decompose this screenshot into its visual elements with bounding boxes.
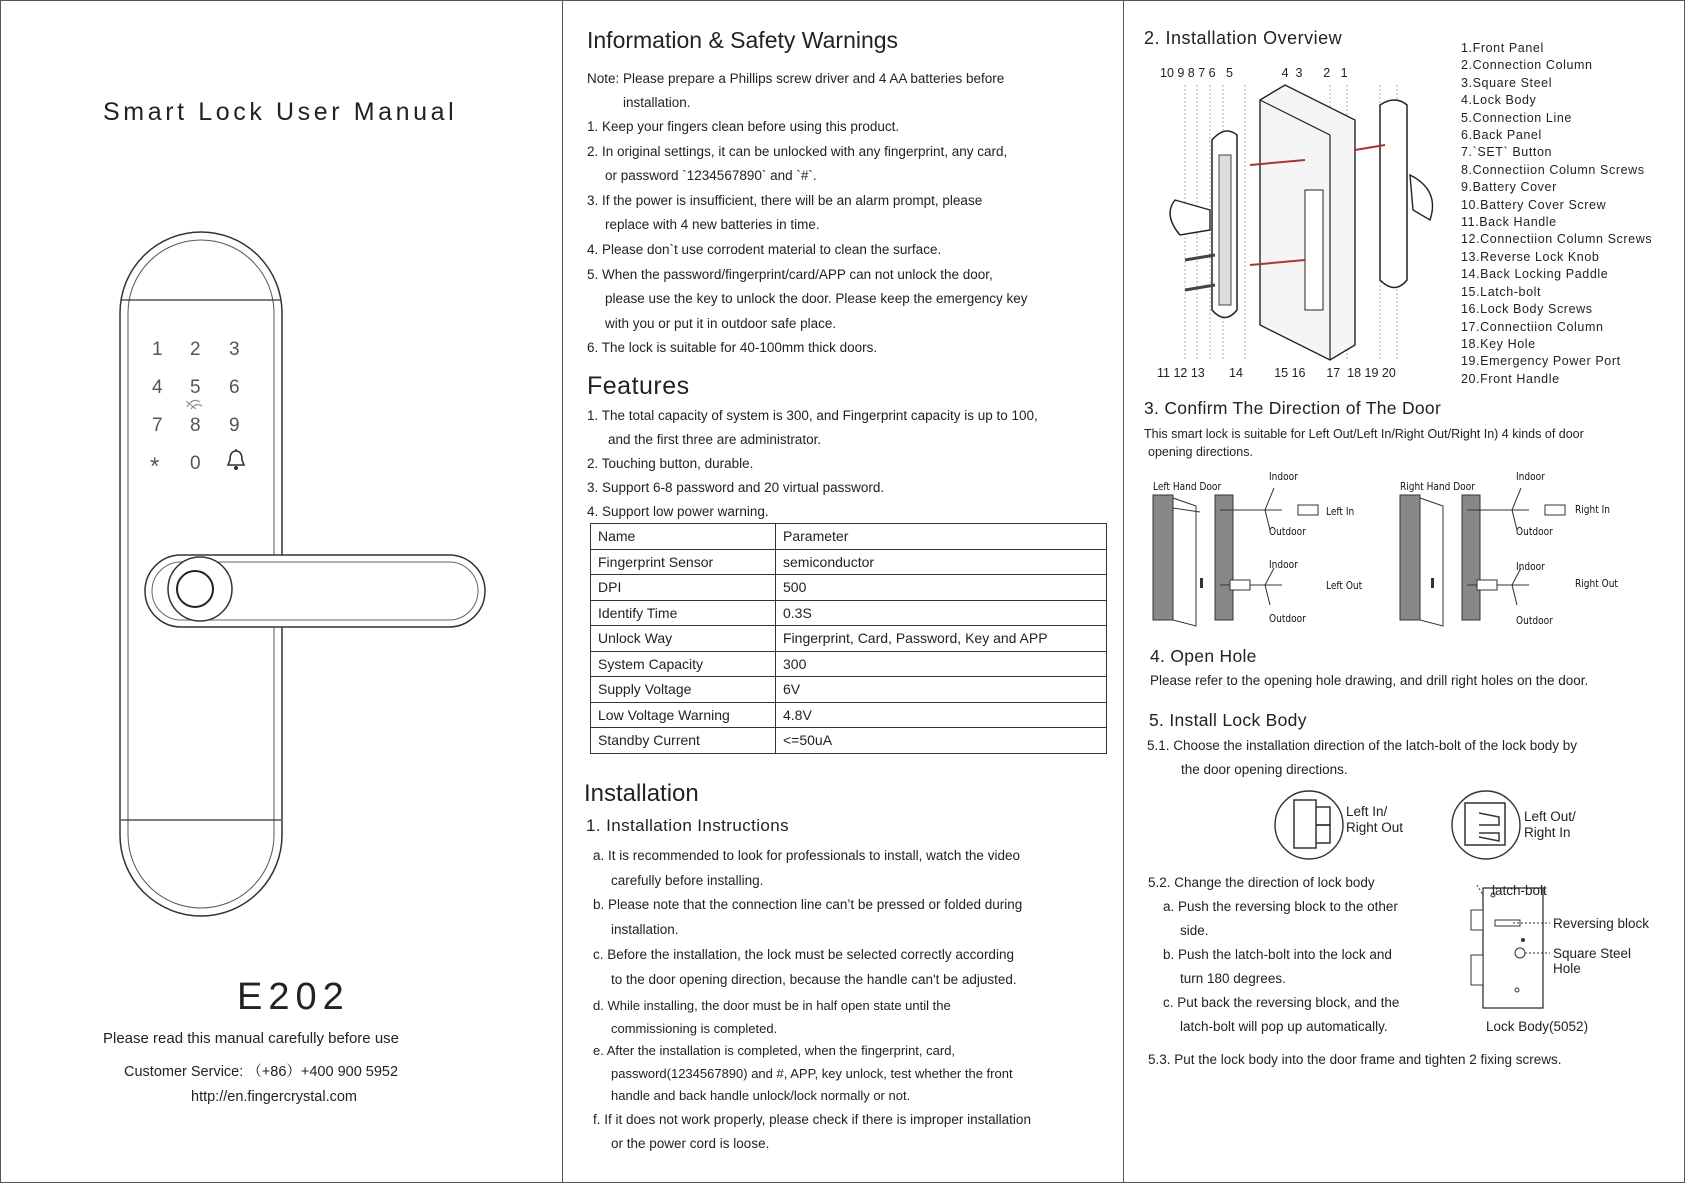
list-item: 1. Keep your fingers clean before using this product.: [587, 119, 900, 134]
table-cell: Supply Voltage: [591, 677, 776, 703]
bell-icon: [225, 448, 247, 472]
installation-list-end: [593, 1108, 1031, 1156]
list-item: and the first three are administrator.: [608, 432, 822, 447]
table-row: [591, 626, 1107, 652]
latch-left-out-diagram: [1449, 785, 1524, 865]
lock-front-illustration: [110, 230, 495, 920]
keypad-key[interactable]: 6: [229, 377, 240, 398]
keypad-key[interactable]: 9: [229, 415, 240, 436]
indoor-label: Indoor: [1516, 470, 1545, 483]
list-item: 4. Please don`t use corrodent material to clean the surface.: [587, 241, 942, 257]
installation-heading: Installation: [584, 780, 699, 807]
column-divider: [1123, 0, 1124, 1183]
list-item: f. If it does not work properly, please check if there is improper installation: [593, 1112, 1031, 1127]
open-hole-heading: 4. Open Hole: [1150, 646, 1257, 666]
indoor-label: Indoor: [1516, 560, 1545, 573]
legend-item: 13.Reverse Lock Knob: [1461, 249, 1600, 264]
legend-item: 4.Lock Body: [1461, 93, 1537, 108]
read-note: Please read this manual carefully before use: [103, 1030, 400, 1047]
card-reader-icon: [184, 395, 210, 413]
service-phone: （+86）+400 900 5952: [247, 1064, 399, 1080]
latch-bolt-label: latch-bolt: [1492, 883, 1547, 898]
website: http://en.fingercrystal.com: [191, 1089, 358, 1105]
legend-item: 16.Lock Body Screws: [1461, 302, 1593, 317]
lock-body-heading: 5. Install Lock Body: [1149, 710, 1307, 730]
features-heading: Features: [587, 372, 690, 400]
keypad-key[interactable]: 1: [152, 339, 163, 360]
step-text: 5.1. Choose the installation direction of the latch-bolt of the lock body by: [1147, 738, 1578, 753]
indoor-label: Indoor: [1269, 558, 1298, 571]
lock-body-51: [1147, 734, 1577, 782]
customer-service: [124, 1060, 398, 1081]
features-list: [587, 404, 1038, 524]
latch-label: Right Out: [1346, 820, 1404, 835]
outdoor-label: Outdoor: [1516, 525, 1553, 538]
table-row: [591, 524, 1107, 550]
keypad-key[interactable]: 8: [190, 415, 201, 436]
installation-list: [593, 844, 1022, 992]
square-steel-hole-label: [1553, 946, 1631, 976]
legend-item: 20.Front Handle: [1461, 371, 1560, 386]
left-hand-door-diagram: [1150, 470, 1325, 630]
keypad-key[interactable]: *: [150, 453, 160, 480]
legend-item: 14.Back Locking Paddle: [1461, 267, 1609, 282]
keypad-key[interactable]: 5: [190, 377, 201, 398]
table-cell: Name: [591, 524, 776, 550]
legend-item: 2.Connection Column: [1461, 58, 1593, 73]
legend-item: 12.Connectiion Column Screws: [1461, 232, 1653, 247]
parts-legend: [1461, 40, 1652, 388]
safety-list: [587, 115, 1028, 361]
table-cell: semiconductor: [776, 549, 1107, 575]
latch-label: Left In/: [1346, 804, 1388, 819]
list-item: password(1234567890) and #, APP, key unlock, test whether the front: [611, 1065, 1013, 1081]
table-cell: Standby Current: [591, 728, 776, 754]
legend-item: 9.Battery Cover: [1461, 180, 1557, 195]
table-row: [591, 677, 1107, 703]
safety-note-line: installation.: [623, 95, 691, 110]
list-item: 2. Touching button, durable.: [587, 456, 754, 471]
list-item: latch-bolt will pop up automatically.: [1180, 1019, 1388, 1034]
table-cell: <=50uA: [776, 728, 1107, 754]
legend-item: 8.Connectiion Column Screws: [1461, 162, 1645, 177]
table-cell: 0.3S: [776, 600, 1107, 626]
latch-left-in-diagram: [1272, 785, 1347, 865]
table-row: [591, 651, 1107, 677]
table-cell: 6V: [776, 677, 1107, 703]
table-cell: 500: [776, 575, 1107, 601]
left-out-label: Left Out: [1326, 579, 1363, 592]
label-left-out-right-in: [1524, 809, 1576, 841]
outdoor-label: Outdoor: [1269, 525, 1306, 538]
table-row: [591, 600, 1107, 626]
legend-item: 17.Connectiion Column: [1461, 319, 1604, 334]
list-item: a. It is recommended to look for professionals to install, watch the video: [593, 848, 1020, 863]
safety-heading: Information & Safety Warnings: [587, 27, 899, 53]
table-row: [591, 575, 1107, 601]
list-item: 3. Support 6-8 password and 20 virtual password.: [587, 480, 885, 495]
table-cell: System Capacity: [591, 651, 776, 677]
overview-heading: 2. Installation Overview: [1144, 28, 1343, 48]
table-cell: Identify Time: [591, 600, 776, 626]
square-label-line: Hole: [1553, 961, 1581, 976]
list-item: commissioning is completed.: [611, 1020, 778, 1036]
list-item: c. Before the installation, the lock must be selected correctly according: [593, 946, 1014, 962]
list-item: d. While installing, the door must be in half open state until the: [593, 998, 951, 1013]
list-item: installation.: [611, 922, 679, 938]
model-number: E202: [237, 976, 350, 1018]
list-item: 6. The lock is suitable for 40-100mm thick doors.: [587, 340, 878, 356]
table-cell: Fingerprint Sensor: [591, 549, 776, 575]
open-hole-text: Please refer to the opening hole drawing, and drill right holes on the door.: [1150, 673, 1589, 688]
list-item: 2. In original settings, it can be unlocked with any fingerprint, any card,: [587, 143, 1008, 159]
list-item: handle and back handle unlock/lock normally or not.: [611, 1088, 911, 1103]
legend-item: 11.Back Handle: [1461, 215, 1557, 230]
list-item: b. Push the latch-bolt into the lock and: [1163, 947, 1392, 962]
right-hand-door-diagram: [1397, 470, 1572, 630]
column-divider: [562, 0, 563, 1183]
list-item: carefully before installing.: [611, 872, 764, 888]
table-row: [591, 702, 1107, 728]
table-row: [591, 549, 1107, 575]
legend-item: 3.Square Steel: [1461, 75, 1553, 90]
table-cell: 4.8V: [776, 702, 1107, 728]
list-item: to the door opening direction, because the handle can't be adjusted.: [611, 971, 1017, 987]
latch-label: Right In: [1524, 825, 1571, 840]
legend-item: 15.Latch-bolt: [1461, 284, 1542, 299]
manual-title: Smart Lock User Manual: [103, 98, 458, 126]
list-item: a. Push the reversing block to the other: [1163, 899, 1398, 914]
keypad-key[interactable]: 4: [152, 377, 163, 398]
keypad-key[interactable]: 3: [229, 339, 240, 360]
table-cell: Low Voltage Warning: [591, 702, 776, 728]
table-cell: Unlock Way: [591, 626, 776, 652]
indoor-label: Indoor: [1269, 470, 1298, 483]
table-cell: Parameter: [776, 524, 1107, 550]
list-item: please use the key to unlock the door. Please keep the emergency key: [605, 291, 1028, 307]
installation-list-continued: [593, 995, 1013, 1108]
list-item: 1. The total capacity of system is 300, and Fingerprint capacity is up to 100,: [587, 408, 1038, 423]
overview-bottom-numbers: 11 12 13 14 15 16 17 18 19 20: [1157, 366, 1396, 380]
keypad-key[interactable]: 0: [190, 453, 201, 474]
lock-body-52-list: [1163, 895, 1399, 1039]
direction-text-line: opening directions.: [1148, 445, 1253, 459]
overview-top-numbers: 10 9 8 7 6 5 4 3 2 1: [1160, 66, 1348, 80]
table-cell: DPI: [591, 575, 776, 601]
outdoor-label: Outdoor: [1516, 614, 1553, 627]
list-item: side.: [1180, 923, 1209, 938]
lock-body-diagram: [1465, 880, 1555, 1015]
table-row: [591, 728, 1107, 754]
list-item: turn 180 degrees.: [1180, 971, 1286, 986]
lock-body-53: 5.3. Put the lock body into the door frame and tighten 2 fixing screws.: [1148, 1052, 1562, 1067]
spec-table: [590, 523, 1107, 754]
list-item: 5. When the password/fingerprint/card/APP can not unlock the door,: [587, 266, 993, 282]
label-left-in-right-out: [1346, 804, 1403, 836]
service-label: Customer Service:: [124, 1064, 244, 1080]
exploded-view-diagram: [1155, 80, 1455, 365]
list-item: b. Please note that the connection line can’t be pressed or folded during: [593, 897, 1023, 913]
direction-heading: 3. Confirm The Direction of The Door: [1144, 398, 1442, 418]
list-item: e. After the installation is completed, when the fingerprint, card,: [593, 1043, 956, 1058]
installation-subheading: 1. Installation Instructions: [586, 816, 790, 835]
list-item: replace with 4 new batteries in time.: [605, 217, 820, 233]
direction-text: [1144, 425, 1584, 461]
direction-text-line: This smart lock is suitable for Left Out/Left In/Right Out/Right In) 4 kinds of door: [1144, 427, 1584, 441]
list-item: c. Put back the reversing block, and the: [1163, 995, 1400, 1010]
keypad-key[interactable]: 2: [190, 339, 201, 360]
outdoor-label: Outdoor: [1269, 612, 1306, 625]
table-cell: 300: [776, 651, 1107, 677]
table-cell: Fingerprint, Card, Password, Key and APP: [776, 626, 1107, 652]
safety-note-line: Note: Please prepare a Phillips screw driver and 4 AA batteries before: [587, 71, 1005, 86]
list-item: or the power cord is loose.: [611, 1136, 770, 1151]
list-item: 3. If the power is insufficient, there will be an alarm prompt, please: [587, 192, 983, 208]
legend-item: 19.Emergency Power Port: [1461, 354, 1621, 369]
list-item: with you or put it in outdoor safe place.: [605, 315, 837, 331]
legend-item: 10.Battery Cover Screw: [1461, 197, 1607, 212]
right-out-label: Right Out: [1575, 577, 1618, 590]
legend-item: 7.`SET` Button: [1461, 145, 1553, 160]
right-in-label: Right In: [1575, 503, 1611, 516]
legend-item: 1.Front Panel: [1461, 41, 1544, 55]
legend-item: 6.Back Panel: [1461, 128, 1542, 143]
step-text: the door opening directions.: [1181, 762, 1348, 777]
safety-note: [587, 67, 1004, 115]
latch-label: Left Out/: [1524, 809, 1576, 824]
reversing-block-label: Reversing block: [1553, 916, 1650, 931]
legend-item: 5.Connection Line: [1461, 110, 1572, 125]
lock-body-model-label: Lock Body(5052): [1486, 1019, 1589, 1034]
square-label-line: Square Steel: [1553, 946, 1632, 961]
list-item: or password `1234567890` and `#`.: [605, 168, 817, 184]
right-door-title: Right Hand Door: [1400, 480, 1475, 493]
lock-body-52-title: 5.2. Change the direction of lock body: [1148, 875, 1375, 890]
list-item: 4. Support low power warning.: [587, 504, 769, 519]
left-door-title: Left Hand Door: [1153, 480, 1222, 493]
legend-item: 18.Key Hole: [1461, 336, 1536, 351]
keypad-key[interactable]: 7: [152, 415, 163, 436]
left-in-label: Left In: [1326, 505, 1355, 518]
